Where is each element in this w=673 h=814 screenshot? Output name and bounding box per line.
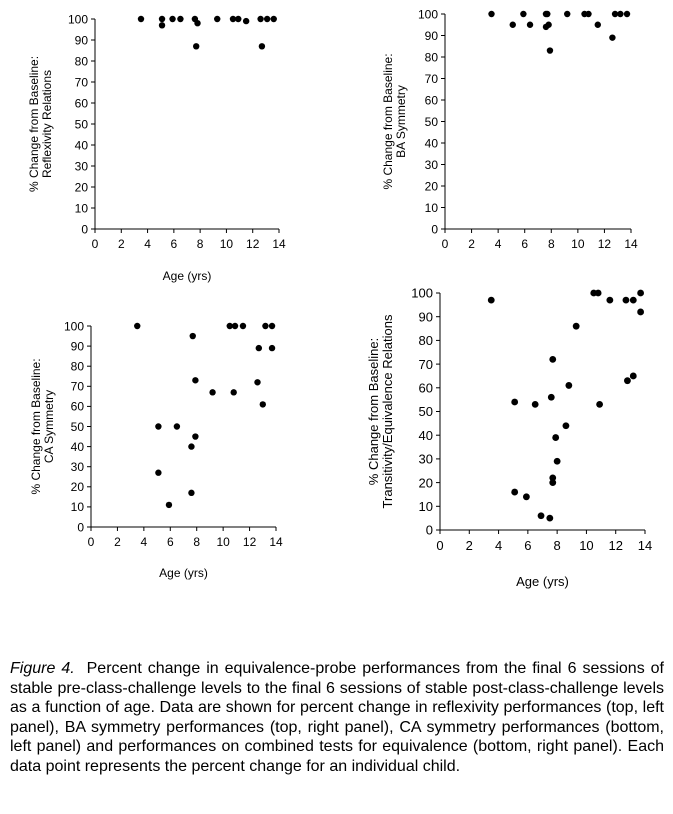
data-point (549, 356, 556, 363)
data-point (596, 401, 603, 408)
data-point (510, 22, 516, 28)
data-point (637, 309, 644, 316)
x-axis-label: Age (yrs) (162, 269, 212, 283)
data-point (630, 297, 637, 304)
y-tick-label: 20 (424, 179, 438, 194)
data-point (188, 490, 194, 496)
x-tick-label: 0 (87, 535, 95, 549)
x-tick-label: 14 (269, 535, 283, 549)
y-tick-label: 100 (63, 319, 84, 334)
data-point (193, 43, 199, 49)
data-point (511, 399, 518, 406)
y-tick-label: 90 (424, 28, 438, 43)
data-point (159, 22, 165, 28)
y-tick-label: 20 (418, 475, 433, 491)
x-tick-label: 2 (465, 538, 473, 553)
x-tick-label: 0 (441, 237, 449, 251)
x-tick-label: 8 (193, 535, 201, 549)
y-tick-label: 20 (70, 480, 84, 495)
x-tick-label: 10 (571, 237, 585, 251)
data-point (264, 16, 270, 22)
x-tick-label: 2 (117, 237, 125, 251)
data-point (254, 379, 260, 385)
y-tick-label: 60 (424, 93, 438, 108)
data-point (545, 22, 551, 28)
data-point (235, 16, 241, 22)
data-point (532, 401, 539, 408)
data-point (549, 474, 556, 481)
data-point (155, 423, 161, 429)
y-axis-label-line: % Change from Baseline: (381, 53, 395, 190)
y-tick-label: 40 (424, 136, 438, 151)
data-point (527, 22, 533, 28)
y-tick-label: 70 (70, 379, 84, 394)
y-axis-label (366, 314, 395, 508)
y-tick-label: 90 (74, 33, 88, 48)
y-axis-label-line: % Change from Baseline: (27, 55, 41, 193)
y-axis-label (381, 53, 408, 189)
x-tick-label: 4 (140, 535, 148, 549)
data-point (240, 323, 246, 329)
y-tick-label: 50 (70, 419, 84, 434)
data-point (260, 401, 266, 407)
y-tick-label: 100 (67, 12, 88, 27)
data-point (617, 11, 623, 17)
data-point (231, 389, 237, 395)
data-point (554, 458, 561, 465)
figure-caption-text: Percent change in equivalence-probe performances from the final 6 sessions of stable pre-class-challenge levels to the final 6 sessions of stable post-class-challenge levels as a function of age. Data are shown for percent change in reflexivity performances (top, left panel), BA symmetry performances (top, right panel), CA symmetry performances (bottom, left panel) and performances on combined tests for equivalence (bottom, right panel). Each data point represents the percent change for an individual child. (10, 660, 665, 775)
x-tick-label: 2 (114, 535, 121, 549)
y-tick-label: 60 (74, 96, 88, 111)
data-point (192, 377, 198, 383)
data-point (624, 11, 630, 17)
y-tick-label: 30 (424, 157, 438, 172)
data-point (232, 323, 238, 329)
y-tick-label: 100 (417, 7, 438, 22)
y-tick-label: 50 (424, 114, 438, 129)
data-point (488, 297, 495, 304)
data-point (595, 290, 602, 297)
data-point (606, 297, 613, 304)
y-tick-label: 70 (418, 356, 433, 372)
y-tick-label: 10 (74, 201, 88, 216)
y-tick-label: 30 (70, 460, 84, 475)
y-tick-label: 60 (418, 380, 433, 396)
data-point (563, 422, 570, 429)
data-point (256, 345, 262, 351)
data-point (538, 512, 545, 519)
x-tick-label: 6 (521, 237, 529, 251)
data-point (194, 20, 200, 26)
data-point (138, 16, 144, 22)
x-tick-label: 10 (579, 538, 594, 553)
data-point (546, 515, 553, 522)
data-point (544, 11, 550, 17)
x-tick-label: 6 (166, 535, 174, 549)
x-tick-label: 8 (547, 237, 555, 251)
y-tick-label: 40 (74, 138, 88, 153)
data-point (269, 345, 275, 351)
data-point (548, 394, 555, 401)
scatter-panel-top-right (381, 7, 638, 251)
data-point (585, 11, 591, 17)
x-tick-label: 10 (216, 535, 230, 549)
figure-caption-label: Figure 4. (10, 660, 75, 677)
y-tick-label: 90 (418, 309, 433, 325)
y-axis-label (27, 56, 54, 192)
data-point (630, 373, 637, 380)
y-axis-label (29, 358, 56, 494)
data-point (609, 34, 615, 40)
y-tick-label: 10 (424, 200, 438, 215)
data-point (488, 11, 494, 17)
x-tick-label: 10 (219, 237, 234, 251)
x-tick-label: 12 (246, 237, 260, 251)
data-point (192, 433, 198, 439)
data-point (169, 16, 175, 22)
data-point (155, 470, 161, 476)
y-axis-label-line: % Change from Baseline: (366, 337, 381, 486)
x-tick-label: 4 (144, 237, 151, 251)
scatter-panel-top-left (27, 12, 286, 283)
y-axis-label-line: CA Symmetry (42, 389, 56, 464)
y-tick-label: 50 (74, 117, 88, 132)
x-tick-label: 6 (170, 237, 178, 251)
data-point (134, 323, 140, 329)
data-point (166, 502, 172, 508)
y-tick-label: 30 (418, 451, 433, 467)
y-tick-label: 40 (418, 427, 433, 443)
y-axis-label-line: Transitivity/Equivalence Relations (380, 314, 395, 509)
data-point (637, 290, 644, 297)
y-tick-label: 10 (70, 500, 84, 515)
y-tick-label: 10 (418, 498, 433, 514)
data-point (564, 11, 570, 17)
data-point (243, 18, 249, 24)
scatter-panel-bottom-right (366, 286, 652, 589)
x-axis-label: Age (yrs) (516, 574, 569, 589)
y-tick-label: 100 (411, 285, 433, 301)
y-tick-label: 40 (70, 439, 84, 454)
x-axis-label: Age (yrs) (159, 566, 208, 580)
x-tick-label: 12 (597, 237, 612, 251)
x-tick-label: 0 (91, 237, 99, 251)
y-axis-label-line: % Change from Baseline: (29, 358, 43, 495)
data-point (257, 16, 263, 22)
x-tick-label: 14 (624, 237, 638, 251)
data-point (565, 382, 572, 389)
scatter-panel-bottom-left (29, 319, 283, 580)
data-point (511, 489, 518, 496)
data-point (523, 493, 530, 500)
y-tick-label: 90 (70, 339, 84, 354)
data-point (547, 47, 553, 53)
data-point (623, 297, 630, 304)
x-tick-label: 6 (524, 538, 532, 553)
figure-caption (10, 659, 664, 776)
y-tick-label: 0 (425, 522, 433, 538)
data-point (209, 389, 215, 395)
x-tick-label: 0 (436, 538, 444, 553)
x-tick-label: 4 (494, 237, 502, 251)
y-axis-label-line: Reflexivity Relations (40, 69, 54, 179)
y-tick-label: 50 (418, 404, 433, 420)
x-tick-label: 4 (494, 538, 503, 553)
y-tick-label: 0 (77, 520, 84, 535)
y-tick-label: 80 (70, 359, 84, 374)
x-tick-label: 14 (637, 538, 653, 553)
x-tick-label: 12 (242, 535, 257, 549)
data-point (573, 323, 580, 330)
data-point (174, 423, 180, 429)
data-point (595, 22, 601, 28)
data-point (259, 43, 265, 49)
y-axis-label-line: BA Symmetry (394, 85, 408, 158)
y-tick-label: 60 (70, 399, 84, 414)
y-tick-label: 80 (418, 333, 433, 349)
data-point (624, 377, 631, 384)
data-point (552, 434, 559, 441)
data-point (177, 16, 183, 22)
y-tick-label: 80 (424, 50, 438, 65)
data-point (269, 323, 275, 329)
data-point (271, 16, 277, 22)
y-tick-label: 20 (74, 180, 88, 195)
y-tick-label: 80 (74, 54, 88, 69)
y-tick-label: 70 (424, 71, 438, 86)
data-point (159, 16, 165, 22)
y-tick-label: 0 (431, 222, 438, 237)
data-point (520, 11, 526, 17)
y-tick-label: 70 (74, 75, 88, 90)
data-point (262, 323, 268, 329)
x-tick-label: 8 (553, 538, 561, 553)
x-tick-label: 14 (272, 237, 286, 251)
data-point (214, 16, 220, 22)
x-tick-label: 12 (608, 538, 623, 553)
data-point (188, 443, 194, 449)
x-tick-label: 8 (196, 237, 204, 251)
x-tick-label: 2 (468, 237, 475, 251)
y-tick-label: 30 (74, 159, 88, 174)
y-tick-label: 0 (81, 222, 88, 237)
data-point (190, 333, 196, 339)
